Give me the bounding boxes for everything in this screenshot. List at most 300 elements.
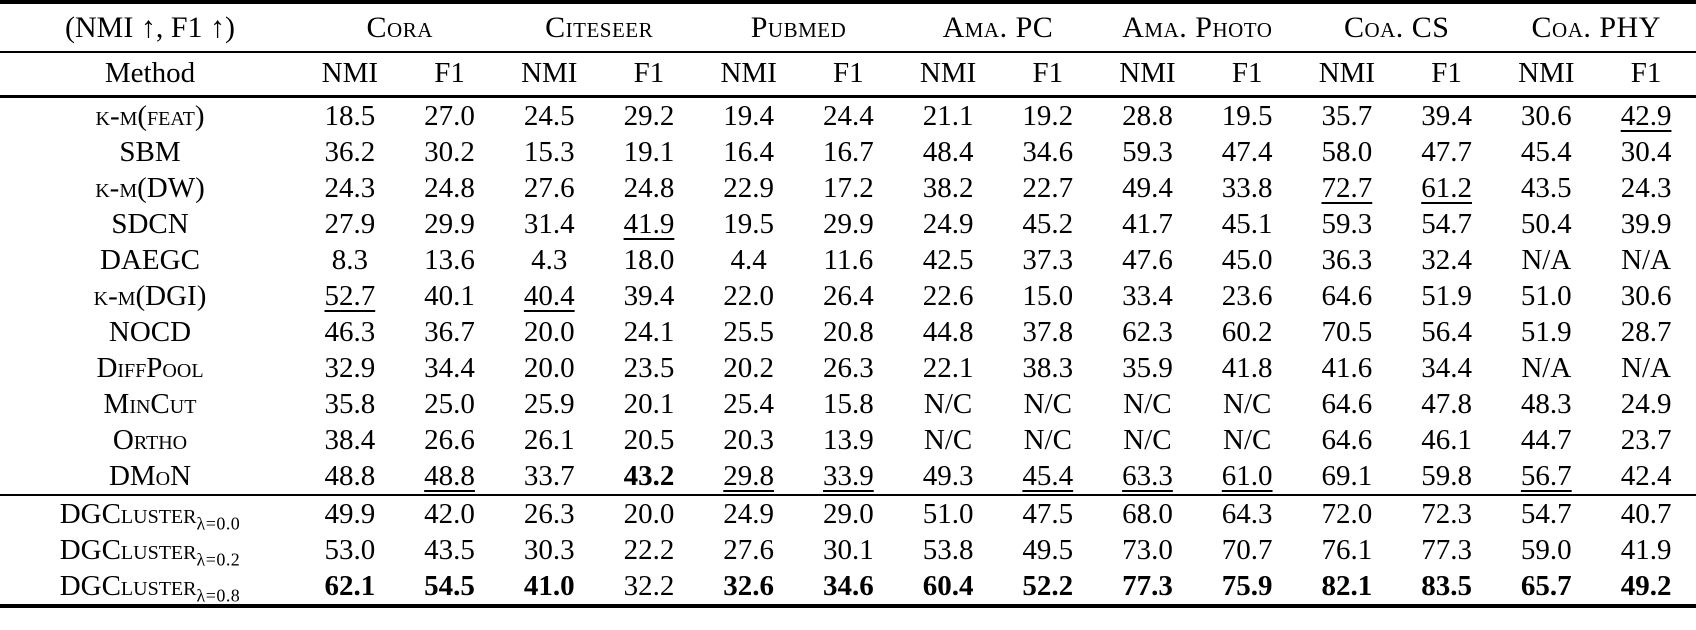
metric-cell	[1297, 422, 1397, 458]
metric-cell	[300, 532, 400, 568]
metric-value: 26.3	[523, 497, 575, 530]
metric-cell	[998, 422, 1098, 458]
metric-cell	[1596, 206, 1696, 242]
metric-cell	[400, 350, 500, 386]
metric-cell	[898, 170, 998, 206]
metric-cell	[898, 278, 998, 314]
metric-value: 26.6	[424, 423, 475, 456]
metric-value: 23.5	[623, 351, 675, 384]
metric-value: N/C	[923, 387, 973, 420]
metric-value: 59.3	[1122, 135, 1173, 168]
metric-cell	[1496, 532, 1596, 568]
metric-cell	[1098, 314, 1198, 350]
metric-value: 36.2	[324, 135, 376, 168]
metric-cell	[1197, 458, 1297, 495]
method-name: MinCut	[103, 387, 197, 420]
metric-cell	[699, 458, 799, 495]
metric-value: N/A	[1621, 351, 1672, 384]
metric-value: 69.1	[1321, 459, 1373, 492]
method-name: SBM	[119, 135, 181, 168]
metric-cell	[898, 422, 998, 458]
metric-cell	[1197, 532, 1297, 568]
metric-value: 41.8	[1221, 351, 1273, 384]
metric-cell	[300, 96, 400, 134]
metric-cell	[799, 170, 899, 206]
metric-value: 44.7	[1520, 423, 1572, 456]
metric-cell	[300, 386, 400, 422]
metric-value: 22.2	[623, 533, 675, 566]
metric-cell	[1297, 495, 1397, 532]
metric-value: 24.3	[324, 171, 376, 204]
metric-cell	[1397, 350, 1497, 386]
metric-value: 49.9	[324, 497, 376, 530]
metric-value: 34.6	[1022, 135, 1074, 168]
method-name: SDCN	[111, 207, 189, 240]
metric-value: 41.9	[623, 207, 675, 240]
metric-cell	[1596, 314, 1696, 350]
metric-value: 25.5	[723, 315, 775, 348]
metric-value: 65.7	[1520, 569, 1572, 602]
metric-value: 58.0	[1321, 135, 1373, 168]
metric-value: 59.3	[1321, 207, 1373, 240]
metric-value: 29.9	[424, 207, 475, 240]
method-name: DAEGC	[100, 243, 200, 276]
metric-cell	[499, 422, 599, 458]
lambda-subscript: λ=0.8	[196, 584, 241, 605]
metric-cell	[599, 458, 699, 495]
metric-cell	[1098, 386, 1198, 422]
metric-value: 47.4	[1221, 135, 1273, 168]
metric-value: 26.1	[523, 423, 575, 456]
metric-value: 45.0	[1221, 243, 1273, 276]
metric-value: 64.6	[1321, 279, 1373, 312]
dataset-header: Coa. CS	[1343, 10, 1450, 44]
metric-value: N/C	[1223, 387, 1272, 420]
metric-value: 29.9	[822, 207, 874, 240]
metric-cell	[998, 495, 1098, 532]
metric-cell	[300, 314, 400, 350]
table-row	[0, 386, 1696, 422]
metric-value: 47.7	[1421, 135, 1472, 168]
method-name: DiffPool	[96, 351, 204, 384]
dgcluster-methods-section	[0, 495, 1696, 606]
metric-cell	[998, 350, 1098, 386]
metric-cell	[300, 278, 400, 314]
metric-value: 20.1	[623, 387, 675, 420]
metric-cell	[499, 96, 599, 134]
metric-subheader: NMI	[321, 57, 379, 90]
metric-cell	[499, 532, 599, 568]
metric-value: 39.9	[1620, 207, 1672, 240]
metric-value: 19.2	[1022, 99, 1074, 132]
metric-cell	[1197, 278, 1297, 314]
metric-cell	[1596, 350, 1696, 386]
metric-cell	[1596, 568, 1696, 606]
metric-subheader: NMI	[720, 57, 777, 90]
metric-value: 41.7	[1122, 207, 1173, 240]
metric-value: 33.9	[822, 459, 874, 492]
metric-value: 52.2	[1022, 569, 1074, 602]
metric-value: 49.2	[1620, 569, 1672, 602]
table-row	[0, 134, 1696, 170]
metric-cell	[1496, 495, 1596, 532]
metric-cell	[599, 96, 699, 134]
metric-cell	[1596, 422, 1696, 458]
metric-value: 43.5	[424, 533, 475, 566]
metric-cell	[300, 422, 400, 458]
metric-value: 32.2	[623, 569, 675, 602]
metric-cell	[1596, 278, 1696, 314]
dataset-header: Ama. PC	[942, 10, 1054, 44]
metric-cell	[499, 314, 599, 350]
metric-value: 24.8	[623, 171, 675, 204]
metric-value: 75.9	[1221, 569, 1273, 602]
metric-cell	[1297, 458, 1397, 495]
metric-value: 19.4	[723, 99, 775, 132]
metric-value: 24.3	[1620, 171, 1672, 204]
metric-cell	[699, 495, 799, 532]
metric-cell	[799, 96, 899, 134]
metric-cell	[1496, 568, 1596, 606]
metric-cell	[799, 278, 899, 314]
metric-value: 49.5	[1022, 533, 1074, 566]
metric-value: 44.8	[922, 315, 974, 348]
metric-value: N/A	[1621, 243, 1672, 276]
dataset-header: Pubmed	[750, 10, 847, 44]
metric-cell	[599, 532, 699, 568]
metric-value: 24.5	[523, 99, 575, 132]
metric-cell	[1098, 350, 1198, 386]
method-cell	[0, 532, 300, 568]
metric-value: N/C	[923, 423, 973, 456]
metric-value: 24.9	[1620, 387, 1672, 420]
metric-cell	[1098, 96, 1198, 134]
metric-value: 24.9	[922, 207, 974, 240]
metric-value: 27.0	[424, 99, 475, 132]
method-cell	[0, 458, 300, 495]
metric-value: 24.4	[822, 99, 874, 132]
metric-subheader: F1	[1032, 57, 1064, 90]
metric-value: 32.6	[723, 569, 775, 602]
metric-value: 29.0	[822, 497, 874, 530]
metric-value: 34.4	[1421, 351, 1472, 384]
metric-value: 40.4	[523, 279, 575, 312]
metric-cell	[1596, 532, 1696, 568]
metric-subheader: F1	[1431, 57, 1462, 90]
metric-cell	[1397, 314, 1497, 350]
metric-cell	[1098, 532, 1198, 568]
table-header	[0, 2, 1696, 96]
metric-cell	[1197, 386, 1297, 422]
metric-cell	[1197, 422, 1297, 458]
metric-cell	[898, 206, 998, 242]
metric-value: 15.3	[523, 135, 575, 168]
metric-value: 64.3	[1221, 497, 1273, 530]
metric-value: 22.6	[922, 279, 974, 312]
metric-cell	[1197, 170, 1297, 206]
method-name: DMoN	[108, 459, 192, 492]
metric-cell	[1397, 458, 1497, 495]
table-row	[0, 206, 1696, 242]
table-row	[0, 495, 1696, 532]
metric-cell	[1397, 242, 1497, 278]
metric-cell	[799, 458, 899, 495]
method-cell	[0, 314, 300, 350]
metric-cell	[1496, 206, 1596, 242]
metric-header-row	[0, 52, 1696, 96]
dataset-header: Ama. Photo	[1122, 10, 1273, 44]
metric-value: 15.0	[1022, 279, 1074, 312]
metric-value: 30.6	[1520, 99, 1572, 132]
metric-value: 38.2	[922, 171, 974, 204]
metric-cell	[1098, 278, 1198, 314]
method-name: DGCluster	[59, 569, 197, 602]
corner-metrics-label: (NMI ↑, F1 ↑)	[65, 10, 235, 44]
metric-value: N/C	[1123, 387, 1172, 420]
metric-cell	[1596, 458, 1696, 495]
metric-value: 22.9	[723, 171, 775, 204]
metric-value: 34.4	[424, 351, 475, 384]
metric-cell	[1197, 350, 1297, 386]
metric-value: 20.2	[723, 351, 775, 384]
metric-value: 20.8	[822, 315, 874, 348]
metric-subheader: NMI	[919, 57, 977, 90]
metric-cell	[699, 278, 799, 314]
metric-value: 42.9	[1620, 99, 1672, 132]
metric-cell	[400, 495, 500, 532]
metric-value: 60.2	[1221, 315, 1273, 348]
metric-cell	[1297, 568, 1397, 606]
metric-value: 49.4	[1122, 171, 1173, 204]
metric-value: 68.0	[1122, 497, 1173, 530]
metric-value: 45.1	[1221, 207, 1273, 240]
metric-cell	[699, 314, 799, 350]
metric-cell	[1098, 242, 1198, 278]
metric-value: 63.3	[1122, 459, 1173, 492]
metric-cell	[1197, 495, 1297, 532]
metric-value: 17.2	[822, 171, 874, 204]
metric-cell	[400, 96, 500, 134]
metric-cell	[699, 96, 799, 134]
metric-cell	[400, 278, 500, 314]
metric-cell	[1098, 422, 1198, 458]
metric-value: 39.4	[1421, 99, 1472, 132]
metric-cell	[400, 206, 500, 242]
metric-value: 26.4	[822, 279, 874, 312]
metric-value: 45.4	[1520, 135, 1572, 168]
metric-cell	[599, 134, 699, 170]
metric-value: 22.7	[1022, 171, 1074, 204]
metric-cell	[400, 314, 500, 350]
metric-cell	[1297, 96, 1397, 134]
metric-value: 30.2	[424, 135, 475, 168]
dataset-header: Citeseer	[545, 10, 654, 44]
metric-value: 29.2	[623, 99, 675, 132]
metric-cell	[1297, 532, 1397, 568]
metric-value: 30.3	[523, 533, 575, 566]
metric-value: 20.5	[623, 423, 675, 456]
metric-cell	[599, 206, 699, 242]
metric-subheader: NMI	[521, 57, 578, 90]
lambda-subscript: λ=0.0	[196, 512, 241, 533]
metric-value: 56.7	[1520, 459, 1572, 492]
metric-value: 13.6	[424, 243, 475, 276]
metric-value: 4.4	[730, 243, 767, 276]
metric-value: 54.5	[424, 569, 475, 602]
metric-cell	[1596, 170, 1696, 206]
metric-value: 72.7	[1321, 171, 1373, 204]
metric-value: 38.3	[1022, 351, 1074, 384]
metric-value: 59.0	[1520, 533, 1572, 566]
metric-cell	[998, 170, 1098, 206]
metric-value: 59.8	[1421, 459, 1472, 492]
metric-value: 70.7	[1221, 533, 1273, 566]
metric-cell	[898, 568, 998, 606]
metric-value: 30.6	[1620, 279, 1672, 312]
metric-cell	[1397, 532, 1497, 568]
metric-value: 47.5	[1022, 497, 1074, 530]
metric-cell	[1496, 278, 1596, 314]
metric-value: 28.8	[1122, 99, 1173, 132]
method-name: k-m(DGI)	[93, 279, 207, 312]
metric-cell	[1496, 350, 1596, 386]
metric-cell	[1496, 96, 1596, 134]
metric-value: 60.4	[922, 569, 974, 602]
metric-value: 35.7	[1321, 99, 1373, 132]
metric-cell	[300, 242, 400, 278]
metric-value: 16.4	[723, 135, 775, 168]
table-row	[0, 532, 1696, 568]
method-name: k-m(feat)	[95, 99, 205, 132]
method-cell	[0, 495, 300, 532]
metric-value: 25.0	[424, 387, 475, 420]
metric-cell	[699, 350, 799, 386]
metric-value: 43.2	[623, 459, 675, 492]
metric-value: 11.6	[823, 243, 874, 276]
method-cell	[0, 278, 300, 314]
table-row	[0, 242, 1696, 278]
metric-value: 25.4	[723, 387, 775, 420]
metric-cell	[1596, 96, 1696, 134]
metric-value: 76.1	[1321, 533, 1373, 566]
metric-value: 48.3	[1520, 387, 1572, 420]
metric-value: 20.3	[723, 423, 775, 456]
metric-cell	[300, 134, 400, 170]
metric-cell	[499, 350, 599, 386]
metric-value: 42.4	[1620, 459, 1672, 492]
metric-cell	[499, 170, 599, 206]
method-cell	[0, 170, 300, 206]
dataset-header: Coa. PHY	[1531, 10, 1661, 44]
metric-value: 53.0	[324, 533, 376, 566]
metric-value: 64.6	[1321, 423, 1373, 456]
metric-value: 22.1	[922, 351, 974, 384]
metric-value: 51.9	[1421, 279, 1472, 312]
metric-value: 72.3	[1421, 497, 1472, 530]
metric-cell	[1098, 170, 1198, 206]
method-cell	[0, 242, 300, 278]
metric-cell	[300, 495, 400, 532]
metric-cell	[400, 242, 500, 278]
metric-value: 23.7	[1620, 423, 1672, 456]
metric-cell	[898, 242, 998, 278]
method-name: DGCluster	[59, 533, 197, 566]
metric-value: 46.3	[324, 315, 376, 348]
metric-cell	[998, 386, 1098, 422]
metric-value: 51.0	[922, 497, 974, 530]
baseline-methods-section	[0, 96, 1696, 495]
metric-cell	[400, 170, 500, 206]
metric-value: 31.4	[523, 207, 575, 240]
metric-cell	[499, 134, 599, 170]
metric-value: 83.5	[1421, 569, 1472, 602]
metric-cell	[599, 314, 699, 350]
metric-cell	[799, 422, 899, 458]
metric-value: 73.0	[1122, 533, 1173, 566]
metric-cell	[1297, 350, 1397, 386]
metric-cell	[998, 314, 1098, 350]
table-row	[0, 278, 1696, 314]
metric-value: 19.5	[1221, 99, 1273, 132]
method-cell	[0, 134, 300, 170]
metric-cell	[599, 568, 699, 606]
metric-cell	[499, 458, 599, 495]
metric-cell	[1197, 568, 1297, 606]
metric-cell	[1297, 314, 1397, 350]
metric-value: 20.0	[523, 315, 575, 348]
metric-value: 48.8	[424, 459, 475, 492]
metric-value: 47.6	[1122, 243, 1173, 276]
metric-cell	[1397, 495, 1497, 532]
metric-value: 41.9	[1620, 533, 1672, 566]
table-row	[0, 568, 1696, 606]
metric-value: 19.1	[623, 135, 675, 168]
metric-value: 54.7	[1520, 497, 1572, 530]
metric-cell	[1397, 278, 1497, 314]
metric-cell	[1297, 242, 1397, 278]
metric-value: 22.0	[723, 279, 775, 312]
metric-value: 56.4	[1421, 315, 1472, 348]
metric-cell	[1297, 170, 1397, 206]
method-column-label: Method	[104, 57, 196, 90]
metric-cell	[1397, 422, 1497, 458]
metric-cell	[1596, 134, 1696, 170]
metric-value: 36.3	[1321, 243, 1373, 276]
metric-cell	[300, 206, 400, 242]
metric-cell	[699, 170, 799, 206]
dataset-header-row	[0, 2, 1696, 52]
metric-value: N/A	[1521, 243, 1572, 276]
metric-cell	[1596, 495, 1696, 532]
metric-value: 41.6	[1321, 351, 1373, 384]
metric-value: 62.3	[1122, 315, 1173, 348]
metric-value: 35.9	[1122, 351, 1173, 384]
lambda-subscript: λ=0.2	[196, 548, 241, 569]
metric-value: 52.7	[324, 279, 376, 312]
metric-value: 8.3	[331, 243, 368, 276]
metric-cell	[1496, 170, 1596, 206]
metric-cell	[1496, 314, 1596, 350]
metric-cell	[1098, 568, 1198, 606]
metric-value: 61.0	[1221, 459, 1273, 492]
metric-cell	[1397, 96, 1497, 134]
metric-cell	[998, 206, 1098, 242]
table-row	[0, 458, 1696, 495]
metric-cell	[699, 422, 799, 458]
metric-value: 15.8	[822, 387, 874, 420]
table-row	[0, 350, 1696, 386]
metric-value: 28.7	[1620, 315, 1672, 348]
